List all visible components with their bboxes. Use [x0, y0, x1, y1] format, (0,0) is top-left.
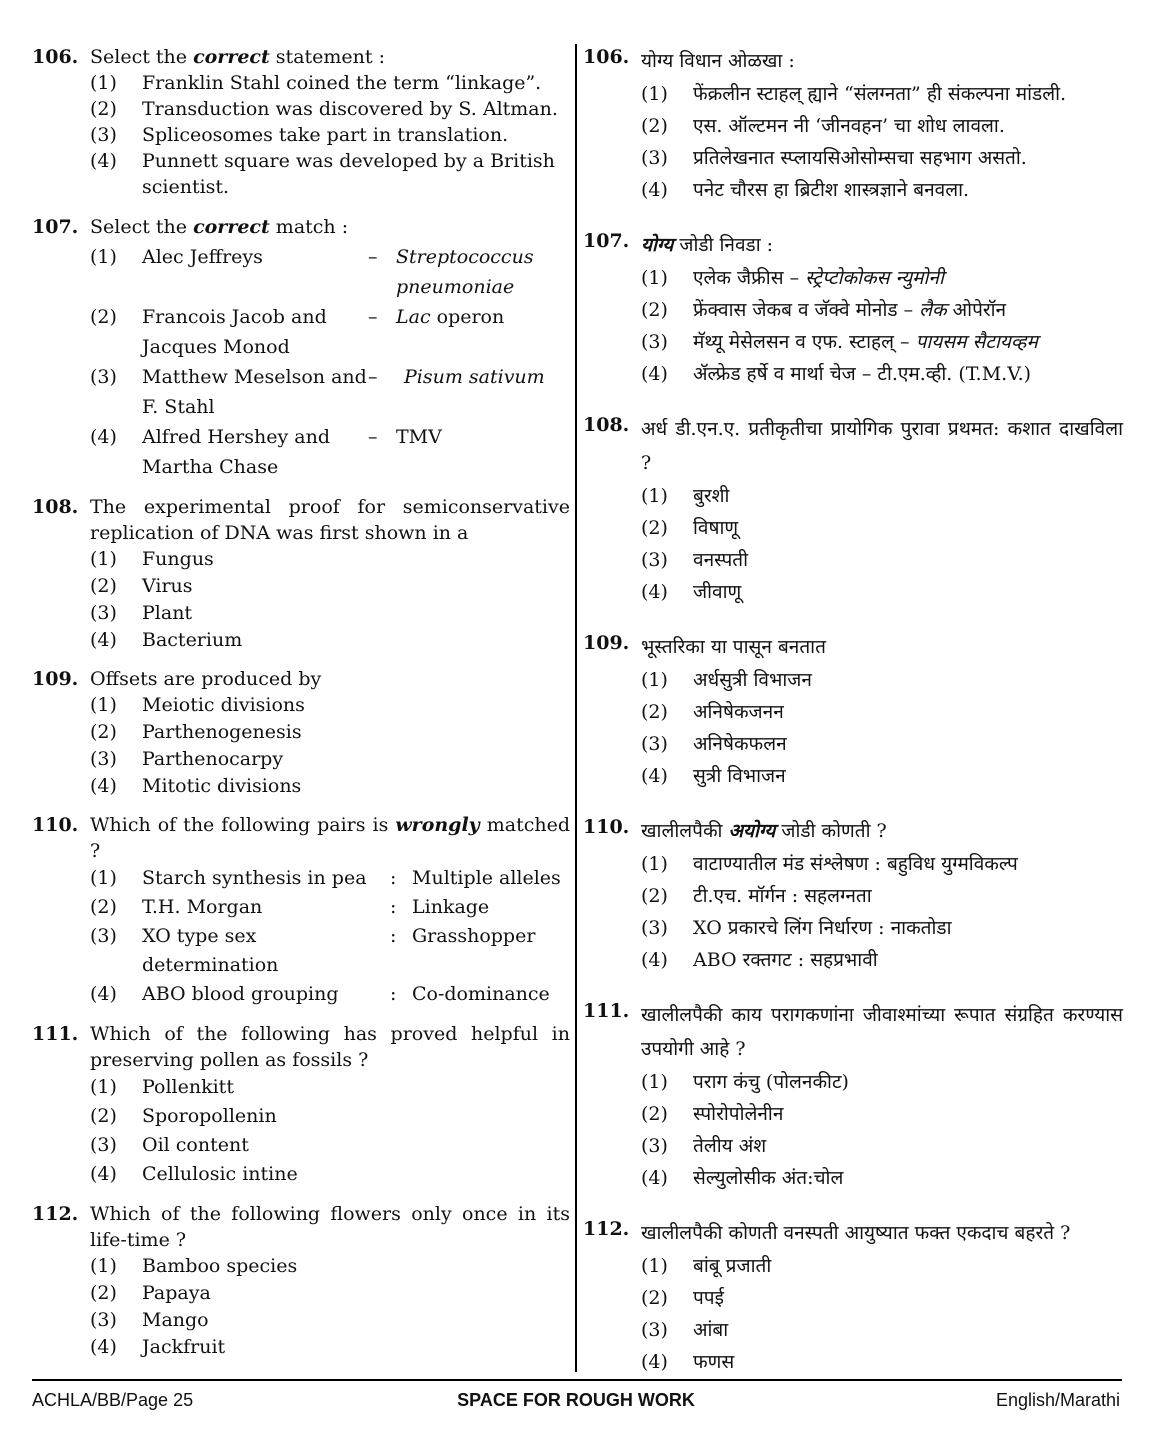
option-text: जीवाणू	[693, 581, 742, 603]
option-text: टी.एच. मॉर्गन : सहलग्नता	[693, 885, 872, 907]
stem-emphasis: correct	[193, 46, 270, 68]
option-2	[641, 294, 1123, 326]
stem-text: Select the	[90, 46, 194, 68]
stem-text: Which of the following pairs is	[90, 814, 396, 836]
option-number: (3)	[90, 366, 117, 388]
option-number: (4)	[641, 179, 668, 201]
option-number: (4)	[90, 1163, 117, 1185]
option-number: (3)	[641, 733, 668, 755]
option-text: अर्धसुत्री विभाजन	[693, 669, 812, 691]
question-stem: The experimental proof for semiconservative replication of DNA was first shown in a	[90, 496, 570, 544]
option-text: Jackfruit	[142, 1336, 226, 1358]
option-3	[641, 728, 1123, 760]
option-2	[641, 1098, 1123, 1130]
question-number: 109.	[32, 668, 79, 690]
option-text: XO प्रकारचे लिंग निर्धारण : नाकतोडा	[693, 917, 952, 939]
stem-text: matched ?	[90, 814, 570, 862]
option-text: अनिषेकफलन	[693, 733, 787, 755]
pair-left: Starch synthesis in pea	[142, 867, 367, 889]
option-number: (1)	[641, 267, 668, 289]
stem-emphasis: wrongly	[395, 814, 480, 836]
question-106-marathi	[583, 44, 1123, 206]
stem-emphasis: योग्य	[641, 234, 674, 256]
pair-right: Multiple alleles	[412, 867, 561, 889]
option-4	[641, 1346, 1123, 1378]
match-right: लैक	[919, 299, 947, 321]
match-right: Streptococcus pneumoniae	[396, 246, 534, 298]
match-dash: –	[368, 426, 378, 448]
option-text: Franklin Stahl coined the term “linkage”.	[142, 72, 542, 94]
option-text: सुत्री विभाजन	[693, 765, 786, 787]
option-number: (2)	[641, 517, 668, 539]
option-1	[641, 848, 1123, 880]
question-number: 106.	[583, 46, 630, 68]
option-number: (4)	[90, 629, 117, 651]
option-number: (3)	[641, 549, 668, 571]
question-number: 111.	[32, 1023, 79, 1045]
option-number: (3)	[90, 1134, 117, 1156]
question-number: 111.	[583, 1000, 630, 1022]
option-3	[641, 142, 1123, 174]
option-1	[641, 1066, 1123, 1098]
option-4	[641, 1162, 1123, 1194]
option-number: (1)	[90, 1076, 117, 1098]
option-text: Papaya	[142, 1282, 211, 1304]
question-number: 110.	[32, 814, 79, 836]
option-1	[641, 664, 1123, 696]
pair-colon: :	[390, 867, 397, 889]
option-number: (1)	[641, 853, 668, 875]
option-3	[90, 746, 570, 773]
option-1	[90, 1253, 570, 1280]
pair-left: XO type sex determination	[142, 925, 279, 976]
option-number: (3)	[90, 124, 117, 146]
question-number: 109.	[583, 632, 630, 654]
option-3	[90, 1131, 570, 1160]
question-number: 107.	[583, 230, 630, 252]
option-text: आंबा	[693, 1319, 729, 1341]
option-number: (3)	[641, 147, 668, 169]
option-2	[90, 719, 570, 746]
option-2	[641, 880, 1123, 912]
option-text: तेलीय अंश	[693, 1135, 767, 1157]
pair-right: Linkage	[412, 896, 490, 918]
option-3	[641, 912, 1123, 944]
option-1	[90, 1073, 570, 1102]
match-right-rest: ओपेरॉन	[946, 299, 1007, 321]
option-text: एस. ऑल्टमन नी ‘जीनवहन’ चा शोध लावला.	[693, 115, 1005, 137]
option-3	[641, 326, 1123, 358]
option-number: (4)	[641, 765, 668, 787]
option-number: (2)	[90, 1282, 117, 1304]
question-109-marathi	[583, 630, 1123, 792]
option-text: Fungus	[142, 548, 214, 570]
option-text: Transduction was discovered by S. Altman.	[142, 98, 558, 120]
option-text: Mango	[142, 1309, 209, 1331]
option-3	[641, 544, 1123, 576]
question-stem	[90, 44, 570, 70]
question-stem: अर्ध डी.एन.ए. प्रतीकृतीचा प्रायोगिक पुरावा प्रथमत: कशात दाखविला ?	[641, 418, 1123, 474]
option-number: (2)	[90, 306, 117, 328]
option-number: (3)	[641, 917, 668, 939]
option-text: प्रतिलेखनात स्प्लायसिओसोम्सचा सहभाग असतो.	[693, 147, 1027, 169]
question-108-marathi	[583, 412, 1123, 608]
option-number: (2)	[641, 1287, 668, 1309]
option-1	[641, 78, 1123, 110]
option-text: Spliceosomes take part in translation.	[142, 124, 509, 146]
pair-colon: :	[390, 983, 397, 1005]
match-left: Alfred Hershey and Martha Chase	[142, 426, 330, 478]
option-text: वाटाण्यातील मंड संश्लेषण : बहुविध युग्मविकल्प	[693, 853, 1018, 875]
option-text: बुरशी	[693, 485, 730, 507]
option-text: Bamboo species	[142, 1255, 298, 1277]
option-number: (1)	[90, 72, 117, 94]
pair-right: Co-dominance	[412, 983, 550, 1005]
match-right-rest: operon	[430, 306, 505, 328]
question-stem	[641, 814, 1123, 848]
option-text: विषाणू	[693, 517, 739, 539]
option-4	[90, 627, 570, 654]
option-number: (1)	[90, 694, 117, 716]
stem-text: statement :	[269, 46, 385, 68]
match-dash: –	[368, 366, 378, 388]
option-number: (2)	[90, 896, 117, 918]
question-stem: खालीलपैकी काय परागकणांना जीवाश्मांच्या रूपात संग्रहित करण्यास उपयोगी आहे ?	[641, 1004, 1123, 1060]
option-text: बांबू प्रजाती	[693, 1255, 772, 1277]
option-number: (1)	[90, 1255, 117, 1277]
option-number: (4)	[641, 1351, 668, 1373]
option-number: (4)	[90, 150, 117, 172]
option-text: Cellulosic intine	[142, 1163, 298, 1185]
pair-colon: :	[390, 896, 397, 918]
english-column	[32, 44, 570, 1373]
match-right: स्ट्रेप्टोकोकस न्युमोनी	[805, 267, 944, 289]
stem-emphasis: अयोग्य	[728, 820, 776, 842]
question-number: 108.	[583, 414, 630, 436]
question-110	[32, 812, 570, 1009]
question-107	[32, 212, 570, 482]
option-text: Parthenocarpy	[142, 748, 284, 770]
option-4	[641, 760, 1123, 792]
option-2	[641, 696, 1123, 728]
match-right: Pisum sativum	[404, 366, 545, 388]
option-2	[641, 110, 1123, 142]
option-2	[90, 1102, 570, 1131]
option-number: (2)	[641, 1103, 668, 1125]
stem-text: match :	[269, 216, 349, 238]
option-number: (2)	[90, 1105, 117, 1127]
option-number: (3)	[90, 1309, 117, 1331]
option-text: Sporopollenin	[142, 1105, 277, 1127]
match-dash: –	[368, 246, 378, 268]
option-number: (3)	[90, 748, 117, 770]
question-number: 106.	[32, 46, 79, 68]
match-left: Francois Jacob and Jacques Monod	[142, 306, 327, 358]
option-1	[641, 262, 1123, 294]
question-stem: Which of the following flowers only once in its life-time ?	[90, 1203, 570, 1251]
question-number: 108.	[32, 496, 79, 518]
option-4	[90, 980, 570, 1009]
option-text: Oil content	[142, 1134, 249, 1156]
option-number: (4)	[641, 1167, 668, 1189]
question-111	[32, 1021, 570, 1189]
option-text: फणस	[693, 1351, 735, 1373]
match-right: पायसम सैटायव्हम	[915, 331, 1038, 353]
option-4	[641, 358, 1123, 390]
option-1	[641, 480, 1123, 512]
option-text: स्पोरोपोलेनीन	[693, 1103, 784, 1125]
pair-colon: :	[390, 925, 397, 947]
option-text: फेंक्रलीन स्टाहल् ह्याने “संलग्नता” ही संकल्पना मांडली.	[693, 83, 1067, 105]
question-112	[32, 1201, 570, 1361]
pair-right: Grasshopper	[412, 925, 536, 947]
option-text: Punnett square was developed by a British scientist.	[142, 150, 555, 198]
option-number: (1)	[641, 669, 668, 691]
option-text: सेल्युलोसीक अंत:चोल	[693, 1167, 844, 1189]
option-text: पपई	[693, 1287, 724, 1309]
option-3	[641, 1130, 1123, 1162]
option-4	[90, 148, 570, 200]
marathi-column	[583, 44, 1123, 1400]
option-number: (2)	[90, 721, 117, 743]
option-text: Virus	[142, 575, 193, 597]
option-number: (2)	[641, 299, 668, 321]
match-right: TMV	[396, 426, 442, 448]
option-3	[90, 600, 570, 627]
footer-rule	[32, 1379, 1122, 1381]
option-2	[641, 1282, 1123, 1314]
match-left: मॅथ्यू मेसेलसन व एफ. स्टाहल् –	[693, 331, 916, 353]
option-text: पराग कंचु (पोलनकीट)	[693, 1071, 849, 1093]
question-stem	[641, 228, 1123, 262]
option-number: (1)	[641, 1255, 668, 1277]
option-4	[90, 773, 570, 800]
question-108	[32, 494, 570, 654]
question-stem: भूस्तरिका या पासून बनतात	[641, 636, 826, 658]
option-4	[90, 422, 570, 482]
option-4	[90, 1160, 570, 1189]
match-left: Alec Jeffreys	[142, 246, 263, 268]
language-label: English/Marathi	[995, 1390, 1120, 1410]
option-number: (2)	[90, 575, 117, 597]
option-1	[90, 546, 570, 573]
option-2	[90, 893, 570, 922]
option-text: वनस्पती	[693, 549, 749, 571]
option-text: Pollenkitt	[142, 1076, 234, 1098]
question-stem: योग्य विधान ओळखा :	[641, 50, 795, 72]
option-2	[90, 96, 570, 122]
option-number: (1)	[641, 485, 668, 507]
option-number: (3)	[641, 331, 668, 353]
option-number: (4)	[641, 363, 668, 385]
option-number: (2)	[641, 701, 668, 723]
question-112-marathi	[583, 1216, 1123, 1378]
option-number: (4)	[90, 426, 117, 448]
question-stem: खालीलपैकी कोणती वनस्पती आयुष्यात फक्त एकदाच बहरते ?	[641, 1222, 1071, 1244]
option-number: (4)	[90, 1336, 117, 1358]
stem-text: जोडी निवडा :	[673, 234, 774, 256]
option-number: (1)	[641, 1071, 668, 1093]
question-110-marathi	[583, 814, 1123, 976]
match-left: Matthew Meselson and F. Stahl	[142, 366, 367, 418]
option-1	[90, 864, 570, 893]
option-number: (3)	[641, 1135, 668, 1157]
option-text: Mitotic divisions	[142, 775, 302, 797]
match-right-italic: Lac	[396, 306, 431, 328]
question-111-marathi	[583, 998, 1123, 1194]
page-identifier: ACHLA/BB/Page 25	[32, 1390, 194, 1410]
option-4	[641, 174, 1123, 206]
pair-left: T.H. Morgan	[142, 896, 263, 918]
option-text: Plant	[142, 602, 193, 624]
match-left: ॲल्फ्रेड हर्षे व मार्था चेज – टी.एम.व्ही. (T.M.V.)	[693, 363, 1032, 385]
option-3	[641, 1314, 1123, 1346]
option-number: (4)	[641, 949, 668, 971]
pair-left: ABO blood grouping	[142, 983, 339, 1005]
question-stem: Which of the following has proved helpful in preserving pollen as fossils ?	[90, 1023, 570, 1071]
match-left: एलेक जैफ्रीस –	[693, 267, 806, 289]
match-right	[396, 302, 570, 362]
question-number: 112.	[583, 1218, 630, 1240]
option-number: (1)	[90, 867, 117, 889]
option-1	[90, 70, 570, 96]
option-number: (3)	[90, 602, 117, 624]
option-number: (2)	[641, 885, 668, 907]
option-text: Meiotic divisions	[142, 694, 305, 716]
option-1	[90, 242, 570, 302]
option-number: (2)	[90, 98, 117, 120]
question-number: 110.	[583, 816, 630, 838]
option-1	[641, 1250, 1123, 1282]
option-number: (1)	[641, 83, 668, 105]
column-divider	[575, 44, 577, 1372]
option-2	[641, 512, 1123, 544]
match-dash: –	[368, 306, 378, 328]
stem-emphasis: correct	[193, 216, 270, 238]
option-2	[90, 1280, 570, 1307]
question-stem	[90, 812, 570, 864]
option-text: पनेट चौरस हा ब्रिटीश शास्त्रज्ञाने बनवला.	[693, 179, 970, 201]
option-number: (1)	[90, 548, 117, 570]
option-1	[90, 692, 570, 719]
option-3	[90, 122, 570, 148]
question-stem: Offsets are produced by	[90, 668, 322, 690]
option-4	[90, 1334, 570, 1361]
option-2	[90, 573, 570, 600]
option-text: Parthenogenesis	[142, 721, 302, 743]
stem-text: Select the	[90, 216, 194, 238]
option-4	[641, 944, 1123, 976]
option-text: Bacterium	[142, 629, 243, 651]
option-text: ABO रक्तगट : सहप्रभावी	[693, 949, 878, 971]
option-2	[90, 302, 570, 362]
stem-text: खालीलपैकी	[641, 820, 729, 842]
question-number: 112.	[32, 1203, 79, 1225]
option-number: (3)	[90, 925, 117, 947]
rough-work-label: SPACE FOR ROUGH WORK	[457, 1390, 695, 1410]
option-number: (4)	[641, 581, 668, 603]
question-stem	[90, 212, 570, 242]
stem-text: जोडी कोणती ?	[775, 820, 887, 842]
option-3	[90, 922, 570, 980]
option-number: (4)	[90, 775, 117, 797]
option-3	[90, 1307, 570, 1334]
option-number: (1)	[90, 246, 117, 268]
question-number: 107.	[32, 216, 79, 238]
question-106	[32, 44, 570, 200]
question-107-marathi	[583, 228, 1123, 390]
option-number: (2)	[641, 115, 668, 137]
option-text: अनिषेकजनन	[693, 701, 784, 723]
option-3	[90, 362, 570, 422]
option-number: (3)	[641, 1319, 668, 1341]
match-left: फ्रेंक्वास जेकब व जॅक्वे मोनोड –	[693, 299, 920, 321]
question-109	[32, 666, 570, 800]
option-number: (4)	[90, 983, 117, 1005]
option-4	[641, 576, 1123, 608]
